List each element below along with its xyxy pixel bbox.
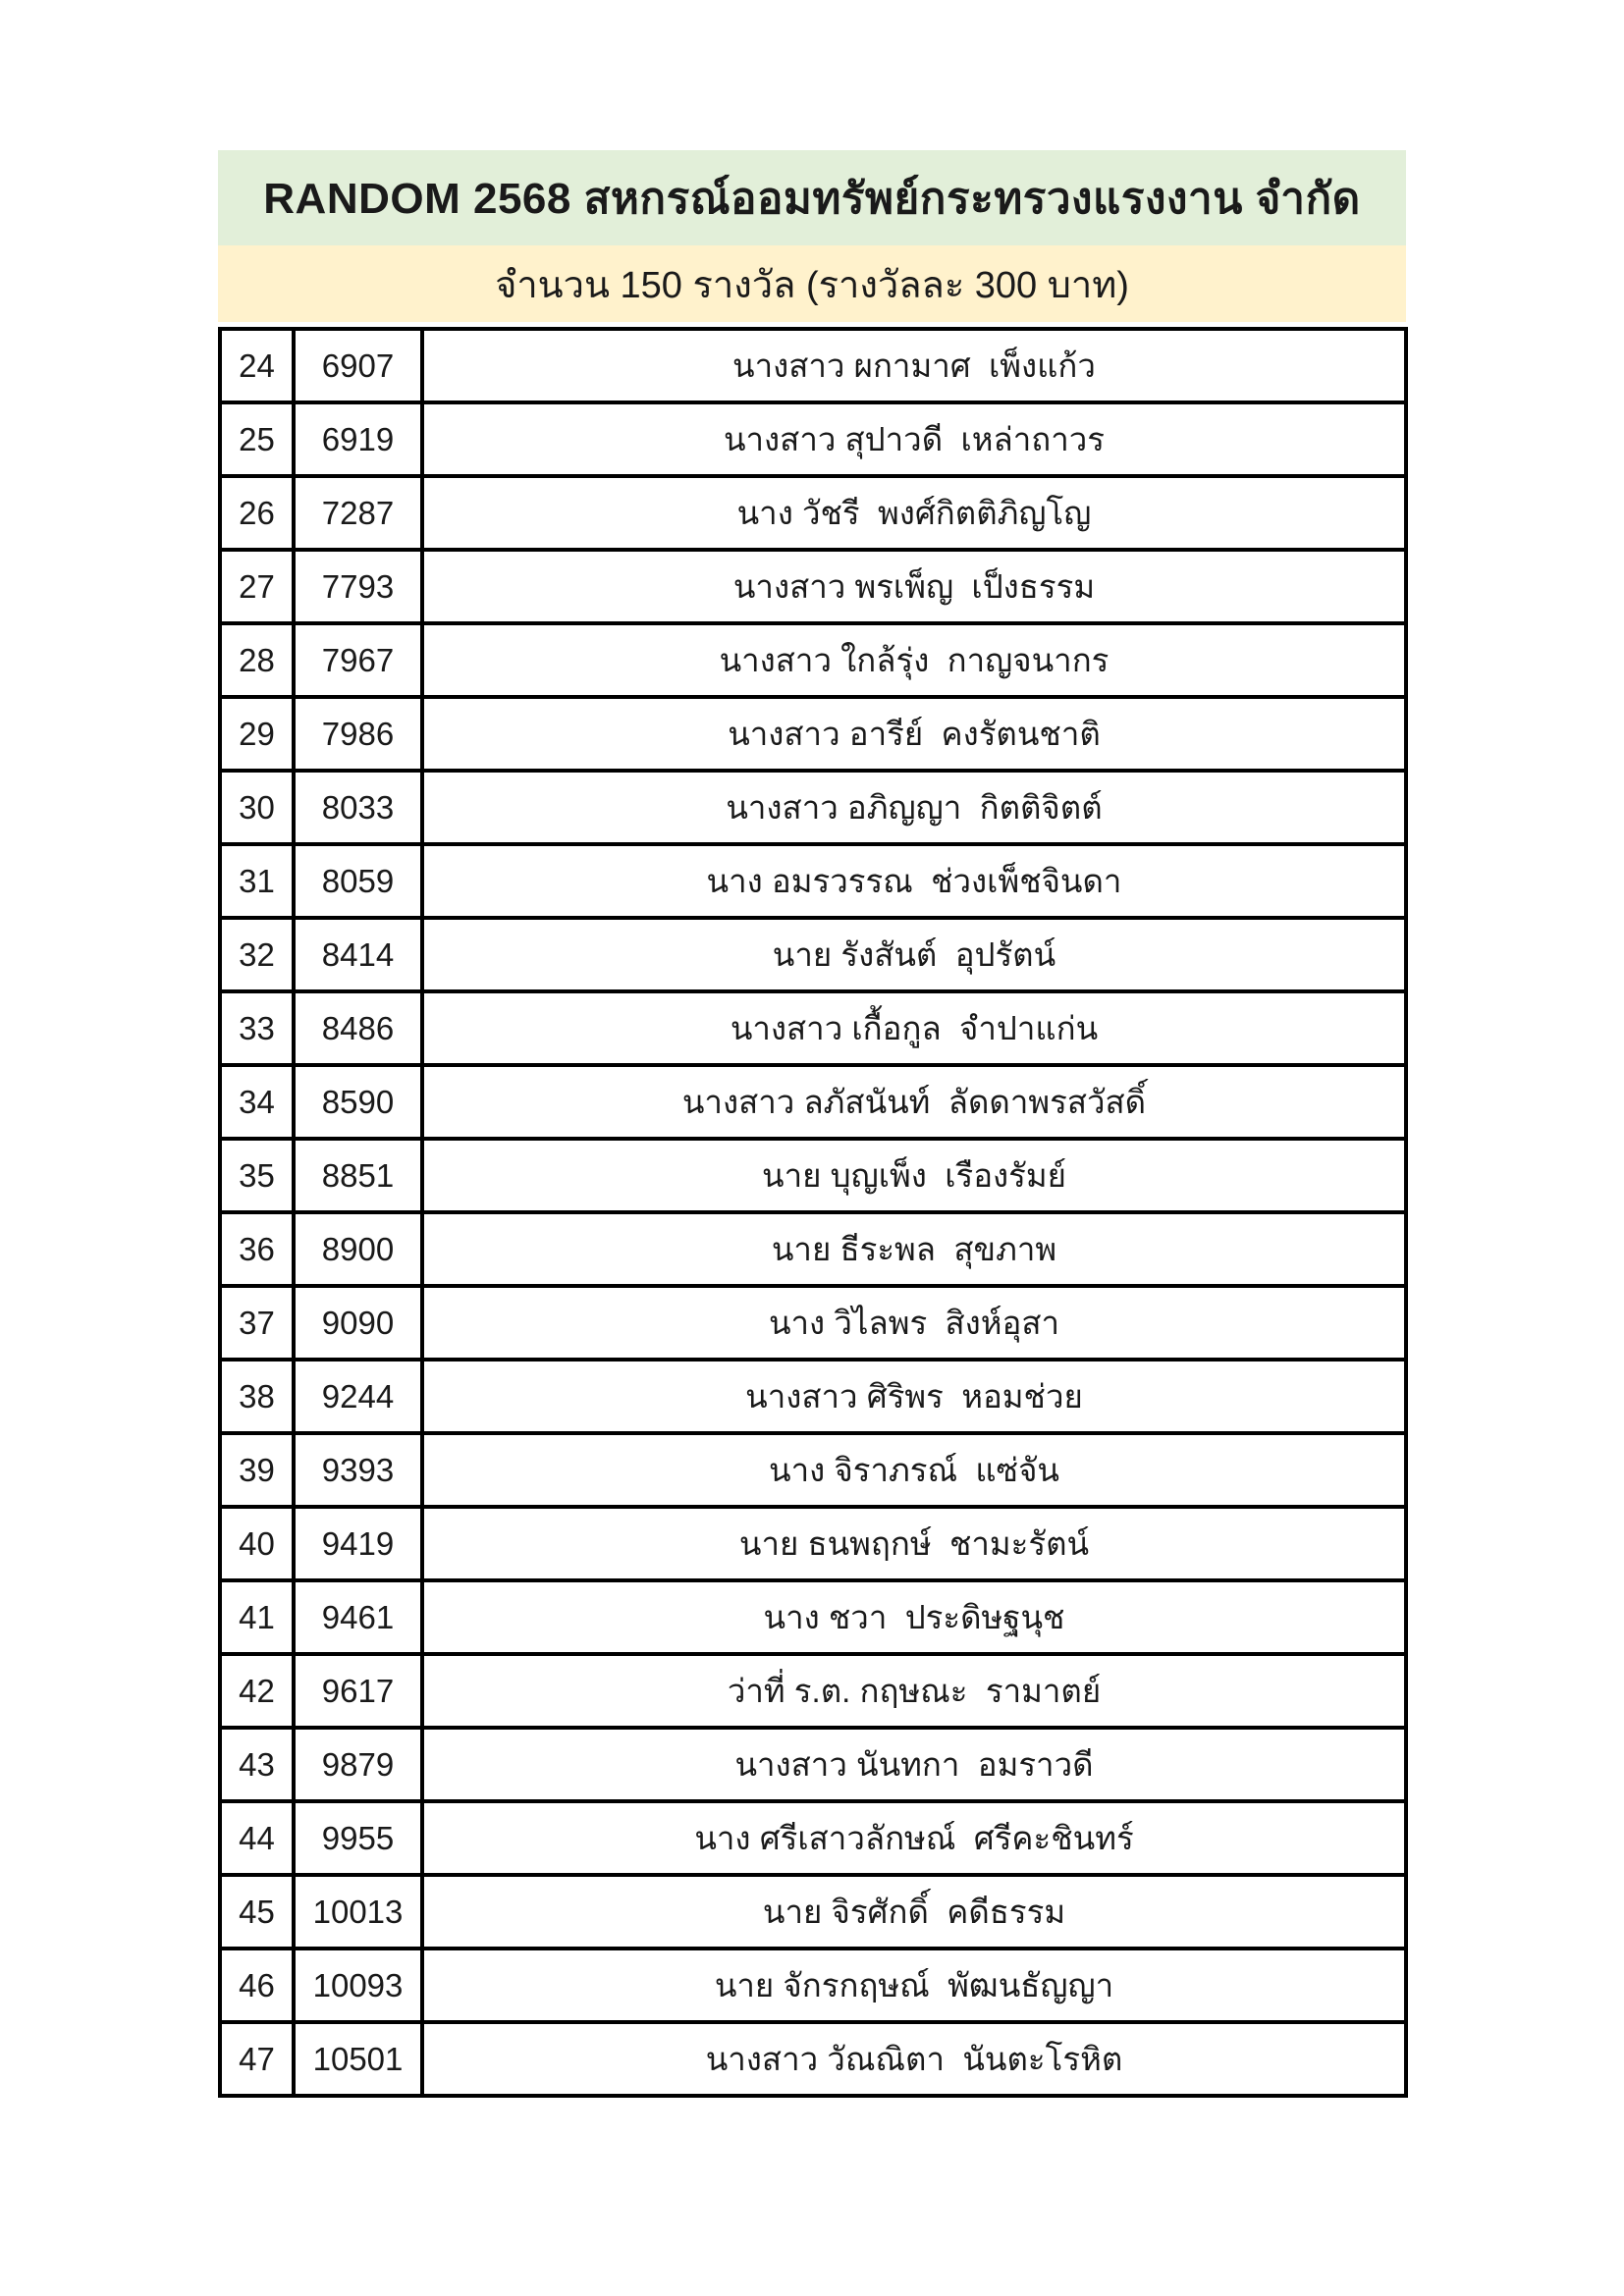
table-row [220,623,1406,697]
page-title: RANDOM 2568 สหกรณ์ออมทรัพย์กระทรวงแรงงาน จำกัด [263,174,1361,223]
winner-name-cell: ว่าที่ ร.ต. กฤษณะ รามาตย์ [422,1654,1406,1728]
table-row [220,991,1406,1065]
member-number-cell: 9393 [294,1433,422,1507]
winner-name-cell: นาย ธีระพล สุขภาพ [422,1212,1406,1286]
member-number-cell: 8414 [294,918,422,991]
winner-name-cell: นางสาว ใกล้รุ่ง กาญจนากร [422,623,1406,697]
table-row [220,1286,1406,1360]
table-row [220,697,1406,771]
winners-table-body [220,329,1406,2096]
winner-name-cell: นางสาว ศิริพร หอมช่วย [422,1360,1406,1433]
row-number-cell: 37 [220,1286,294,1360]
table-row [220,2022,1406,2096]
row-number-cell: 33 [220,991,294,1065]
table-row [220,1801,1406,1875]
winner-name-cell: นาง วัชรี พงศ์กิตติภิญโญ [422,476,1406,550]
winner-name-cell: นางสาว สุปาวดี เหล่าถาวร [422,402,1406,476]
winner-name-cell: นางสาว พรเพ็ญ เป็งธรรม [422,550,1406,623]
winner-name-cell: นาง อมรวรรณ ช่วงเพ็ชจินดา [422,844,1406,918]
member-number-cell: 7793 [294,550,422,623]
member-number-cell: 8059 [294,844,422,918]
table-row [220,1949,1406,2022]
table-row [220,1360,1406,1433]
member-number-cell: 9419 [294,1507,422,1580]
row-number-cell: 27 [220,550,294,623]
row-number-cell: 28 [220,623,294,697]
member-number-cell: 8033 [294,771,422,844]
winners-table [218,327,1408,2098]
winner-name-cell: นาง วิไลพร สิงห์อุสา [422,1286,1406,1360]
table-row [220,1212,1406,1286]
row-number-cell: 34 [220,1065,294,1139]
row-number-cell: 44 [220,1801,294,1875]
subtitle-bar [218,245,1406,322]
table-row [220,1580,1406,1654]
member-number-cell: 9617 [294,1654,422,1728]
row-number-cell: 38 [220,1360,294,1433]
page-subtitle: จำนวน 150 รางวัล (รางวัลละ 300 บาท) [495,264,1129,306]
row-number-cell: 40 [220,1507,294,1580]
table-row [220,550,1406,623]
row-number-cell: 47 [220,2022,294,2096]
member-number-cell: 9090 [294,1286,422,1360]
row-number-cell: 24 [220,329,294,402]
member-number-cell: 6907 [294,329,422,402]
winner-name-cell: นางสาว ลภัสนันท์ ลัดดาพรสวัสดิ์ [422,1065,1406,1139]
table-row [220,1728,1406,1801]
member-number-cell: 10501 [294,2022,422,2096]
row-number-cell: 36 [220,1212,294,1286]
row-number-cell: 45 [220,1875,294,1949]
member-number-cell: 8851 [294,1139,422,1212]
table-row [220,844,1406,918]
table-row [220,1507,1406,1580]
title-bar [218,150,1406,245]
row-number-cell: 46 [220,1949,294,2022]
table-row [220,1065,1406,1139]
table-row [220,476,1406,550]
member-number-cell: 9955 [294,1801,422,1875]
member-number-cell: 10013 [294,1875,422,1949]
winner-name-cell: นาง ชวา ประดิษฐนุช [422,1580,1406,1654]
winner-name-cell: นางสาว วัณณิตา นันตะโรหิต [422,2022,1406,2096]
winner-name-cell: นาย ธนพฤกษ์ ชามะรัตน์ [422,1507,1406,1580]
winner-name-cell: นางสาว อารีย์ คงรัตนชาติ [422,697,1406,771]
member-number-cell: 9879 [294,1728,422,1801]
member-number-cell: 9244 [294,1360,422,1433]
winner-name-cell: นาง ศรีเสาวลักษณ์ ศรีคะชินทร์ [422,1801,1406,1875]
table-row [220,329,1406,402]
row-number-cell: 26 [220,476,294,550]
winner-name-cell: นางสาว เกื้อกูล จำปาแก่น [422,991,1406,1065]
member-number-cell: 8900 [294,1212,422,1286]
winner-name-cell: นาย จิรศักดิ์ คดีธรรม [422,1875,1406,1949]
row-number-cell: 25 [220,402,294,476]
member-number-cell: 7967 [294,623,422,697]
member-number-cell: 8590 [294,1065,422,1139]
row-number-cell: 35 [220,1139,294,1212]
row-number-cell: 31 [220,844,294,918]
row-number-cell: 29 [220,697,294,771]
table-row [220,771,1406,844]
row-number-cell: 39 [220,1433,294,1507]
member-number-cell: 8486 [294,991,422,1065]
winner-name-cell: นางสาว นันทกา อมราวดี [422,1728,1406,1801]
member-number-cell: 6919 [294,402,422,476]
row-number-cell: 41 [220,1580,294,1654]
winner-name-cell: นาย รังสันต์ อุปรัตน์ [422,918,1406,991]
winner-name-cell: นาง จิราภรณ์ แซ่จัน [422,1433,1406,1507]
table-row [220,1875,1406,1949]
row-number-cell: 32 [220,918,294,991]
table-row [220,1139,1406,1212]
member-number-cell: 7986 [294,697,422,771]
winner-name-cell: นาย บุญเพ็ง เรืองรัมย์ [422,1139,1406,1212]
content-block [218,150,1406,2098]
table-row [220,402,1406,476]
table-row [220,918,1406,991]
winner-name-cell: นางสาว อภิญญา กิตติจิตต์ [422,771,1406,844]
row-number-cell: 42 [220,1654,294,1728]
winner-name-cell: นางสาว ผกามาศ เพ็งแก้ว [422,329,1406,402]
table-row [220,1654,1406,1728]
row-number-cell: 30 [220,771,294,844]
member-number-cell: 10093 [294,1949,422,2022]
member-number-cell: 7287 [294,476,422,550]
member-number-cell: 9461 [294,1580,422,1654]
row-number-cell: 43 [220,1728,294,1801]
table-row [220,1433,1406,1507]
winner-name-cell: นาย จักรกฤษณ์ พัฒนธัญญา [422,1949,1406,2022]
